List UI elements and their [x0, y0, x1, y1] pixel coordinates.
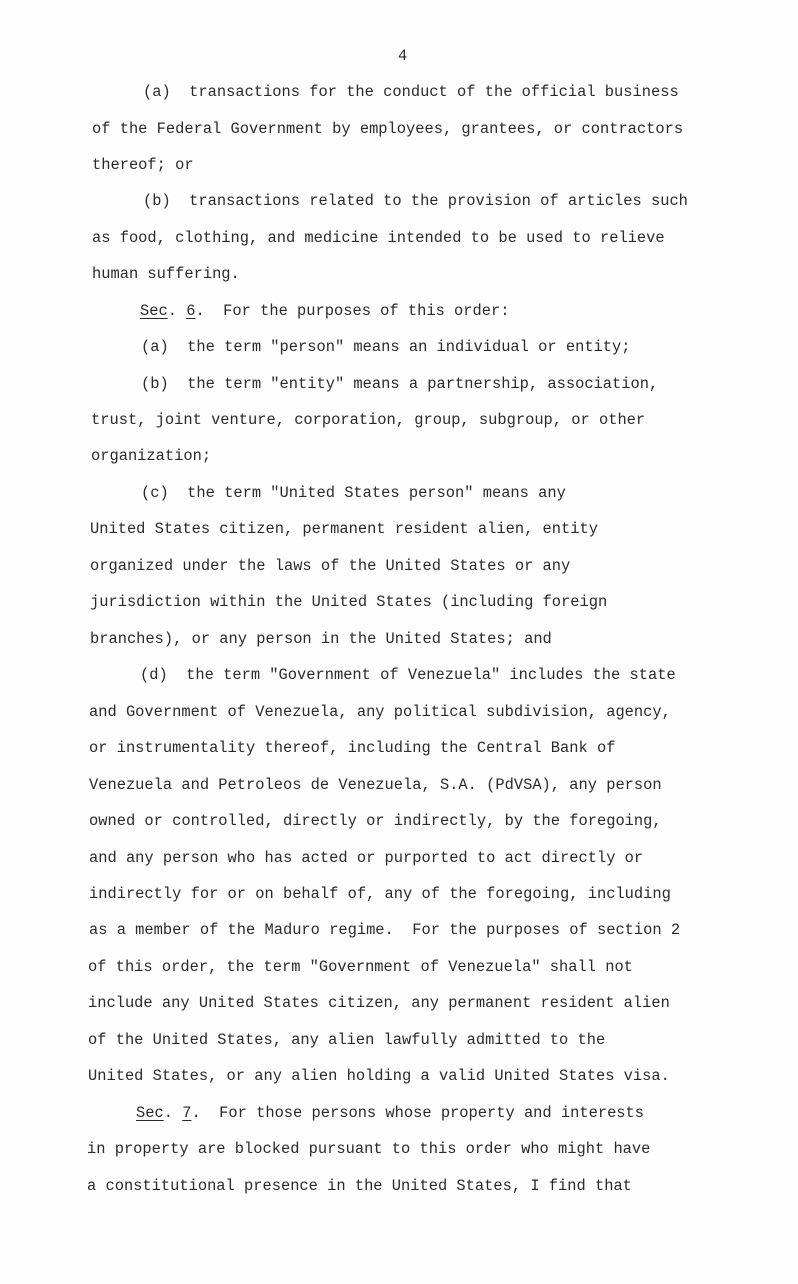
section-label: Sec [140, 302, 168, 320]
section-number: 6 [186, 302, 196, 320]
section-separator: . [163, 1104, 183, 1122]
text-line: owned or controlled, directly or indirectly, by the foregoing, [89, 812, 662, 830]
text-line: (d) the term "Government of Venezuela" includes the state [140, 666, 676, 684]
text-line: United States citizen, permanent resident alien, entity [90, 520, 598, 538]
text-line: as a member of the Maduro regime. For the purposes of section 2 [89, 921, 681, 939]
text-line: of the Federal Government by employees, grantees, or contractors [92, 120, 684, 138]
text-line: and Government of Venezuela, any political subdivision, agency, [89, 703, 671, 721]
section-text: . For those persons whose property and interests [191, 1104, 645, 1122]
text-line: of this order, the term "Government of Venezuela" shall not [88, 958, 633, 976]
page-number: 4 [398, 47, 408, 65]
text-line: or instrumentality thereof, including the Central Bank of [89, 739, 616, 757]
section-separator: . [167, 302, 187, 320]
text-line: (c) the term "United States person" means any [141, 484, 566, 502]
text-line: jurisdiction within the United States (including foreign [90, 593, 608, 611]
text-line: as food, clothing, and medicine intended to be used to relieve [92, 229, 665, 247]
section-label: Sec [136, 1104, 164, 1122]
text-line: trust, joint venture, corporation, group, subgroup, or other [91, 411, 646, 429]
text-line: in property are blocked pursuant to this order who might have [87, 1140, 651, 1158]
section-heading-7 [136, 1103, 644, 1123]
text-line: (a) the term "person" means an individual or entity; [141, 338, 631, 356]
text-line: Venezuela and Petroleos de Venezuela, S.A. (PdVSA), any person [89, 776, 662, 794]
text-line: (a) transactions for the conduct of the official business [143, 83, 679, 101]
section-heading-6 [140, 301, 509, 321]
text-line: thereof; or [92, 156, 194, 174]
text-line: (b) the term "entity" means a partnership, association, [141, 375, 659, 393]
text-line: of the United States, any alien lawfully admitted to the [88, 1031, 606, 1049]
section-number: 7 [182, 1104, 192, 1122]
text-line: organized under the laws of the United States or any [90, 557, 571, 575]
text-line: branches), or any person in the United States; and [90, 630, 552, 648]
text-line: organization; [91, 447, 212, 465]
text-line: human suffering. [92, 265, 240, 283]
text-line: (b) transactions related to the provision of articles such [143, 192, 688, 210]
text-line: a constitutional presence in the United States, I find that [87, 1177, 632, 1195]
text-line: indirectly for or on behalf of, any of the foregoing, including [89, 885, 671, 903]
text-line: and any person who has acted or purported to act directly or [89, 849, 644, 867]
text-line: include any United States citizen, any permanent resident alien [88, 994, 670, 1012]
text-line: United States, or any alien holding a valid United States visa. [88, 1067, 670, 1085]
section-text: . For the purposes of this order: [195, 302, 510, 320]
